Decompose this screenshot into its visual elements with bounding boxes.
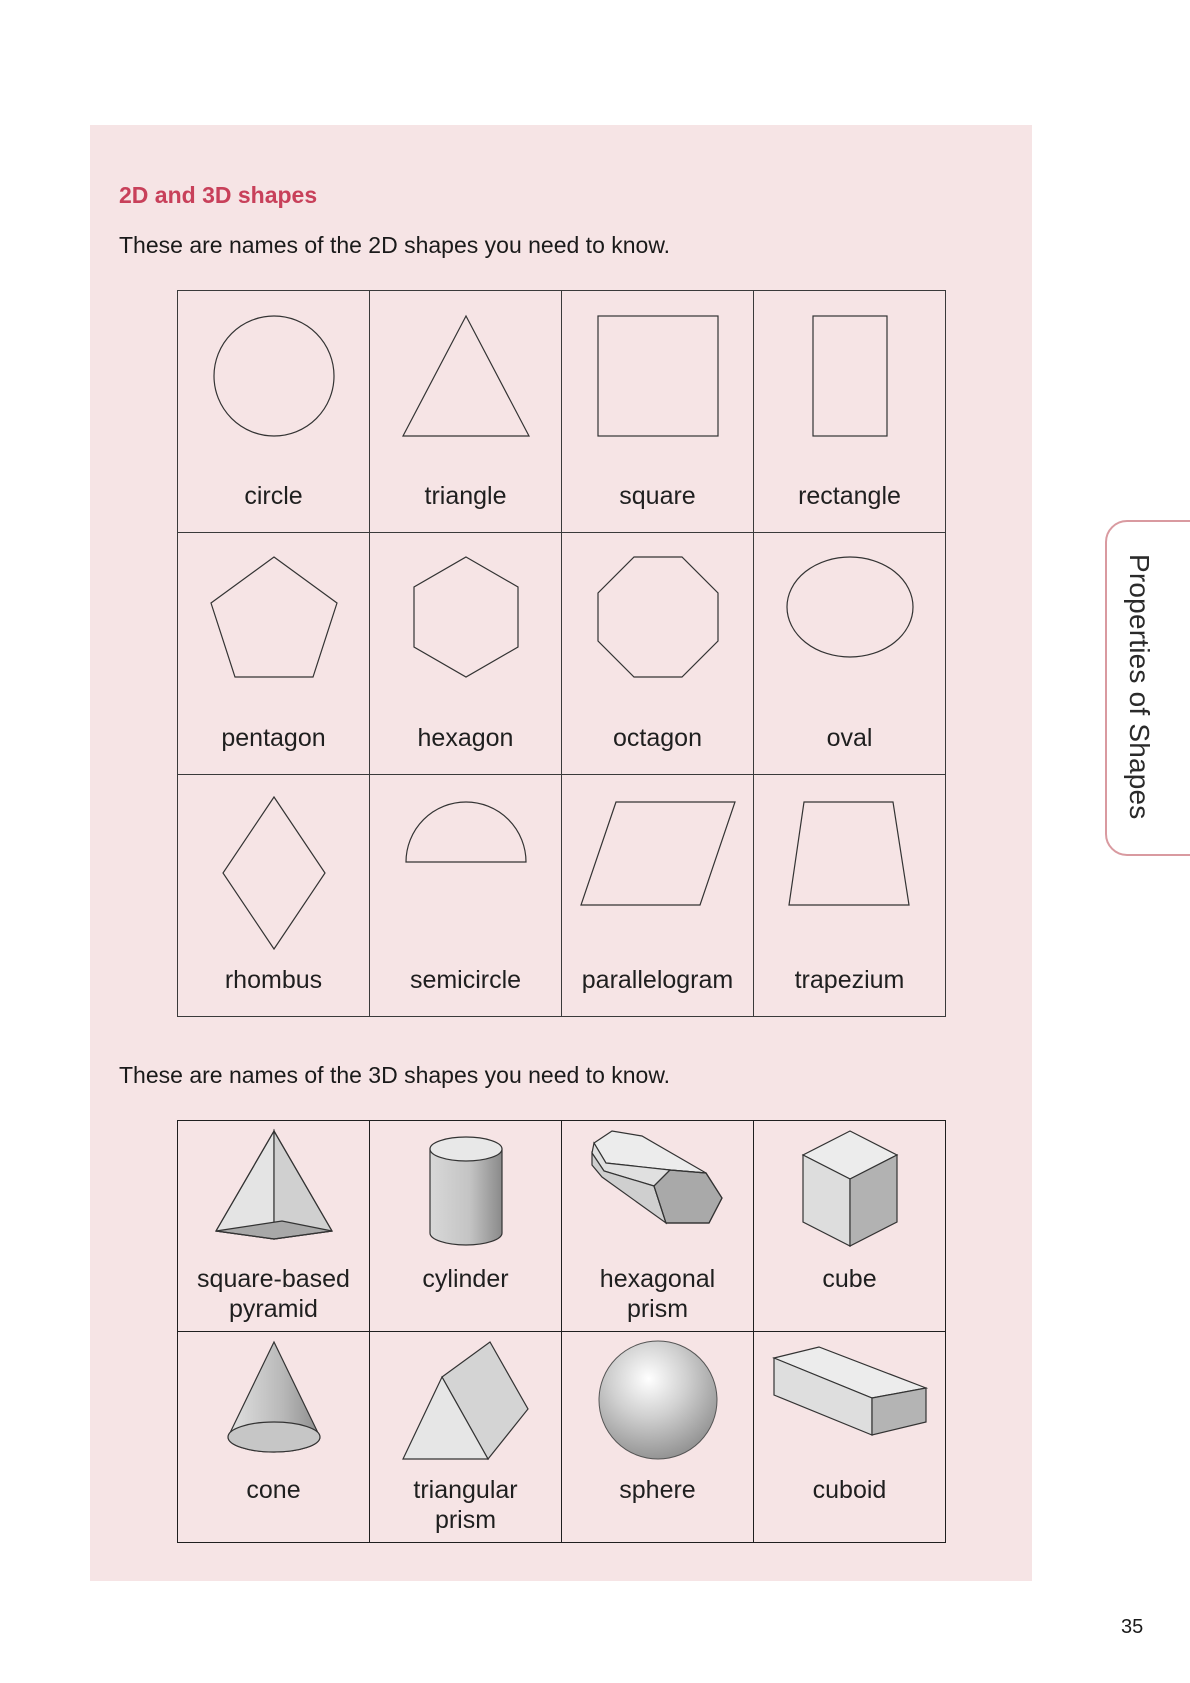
shape-label: cone [246, 1476, 301, 1504]
shape-label: pentagon [221, 724, 326, 752]
shape-label: octagon [613, 724, 702, 752]
shape-label: square-based pyramid [197, 1265, 350, 1323]
shape-label: hexagon [417, 724, 514, 752]
shape-label: triangle [424, 482, 507, 510]
shape-cell-oval [754, 533, 946, 775]
shape-cell-semicircle [370, 775, 562, 1017]
shape-cell-square-based-pyramid [178, 1121, 370, 1332]
shapes-3d-table [177, 1120, 946, 1543]
shape-cell-circle [178, 291, 370, 533]
shape-cell-cylinder [370, 1121, 562, 1332]
shape-label: triangular prism [413, 1476, 518, 1534]
shape-label: oval [826, 724, 873, 752]
shape-cell-square [562, 291, 754, 533]
cuboid-icon [754, 1332, 946, 1543]
shape-cell-octagon [562, 533, 754, 775]
shape-label: rhombus [224, 966, 323, 994]
shape-cell-rhombus [178, 775, 370, 1017]
page-number: 35 [1121, 1616, 1144, 1638]
shape-label: cube [822, 1265, 877, 1293]
shape-label: semicircle [409, 966, 522, 994]
intro-3d-text: These are names of the 3D shapes you need to know. [119, 1062, 671, 1088]
shape-label: sphere [619, 1476, 696, 1504]
shape-label: rectangle [798, 482, 901, 510]
shape-cell-cube [754, 1121, 946, 1332]
shape-cell-hexagon [370, 533, 562, 775]
section-heading: 2D and 3D shapes [119, 182, 318, 208]
shape-label: trapezium [794, 966, 905, 994]
shape-cell-sphere [562, 1332, 754, 1543]
shape-label: square [619, 482, 696, 510]
shape-label: circle [244, 482, 303, 510]
shape-cell-rectangle [754, 291, 946, 533]
cone-icon [178, 1332, 370, 1543]
shape-label: parallelogram [581, 966, 734, 994]
shape-label: cuboid [812, 1476, 887, 1504]
sphere-icon [562, 1332, 754, 1543]
shape-cell-cuboid [754, 1332, 946, 1543]
shape-cell-trapezium [754, 775, 946, 1017]
cylinder-icon [370, 1121, 562, 1332]
shape-cell-triangular-prism [370, 1332, 562, 1543]
cube-icon [754, 1121, 946, 1332]
shape-cell-triangle [370, 291, 562, 533]
shape-cell-hexagonal-prism [562, 1121, 754, 1332]
shape-cell-parallelogram [562, 775, 754, 1017]
side-tab-label: Properties of Shapes [1124, 554, 1155, 820]
shape-cell-pentagon [178, 533, 370, 775]
shape-label: hexagonal prism [599, 1265, 716, 1323]
shapes-2d-table [177, 290, 946, 1017]
shape-label: cylinder [422, 1265, 509, 1293]
intro-2d-text: These are names of the 2D shapes you need to know. [119, 232, 671, 258]
shape-cell-cone [178, 1332, 370, 1543]
